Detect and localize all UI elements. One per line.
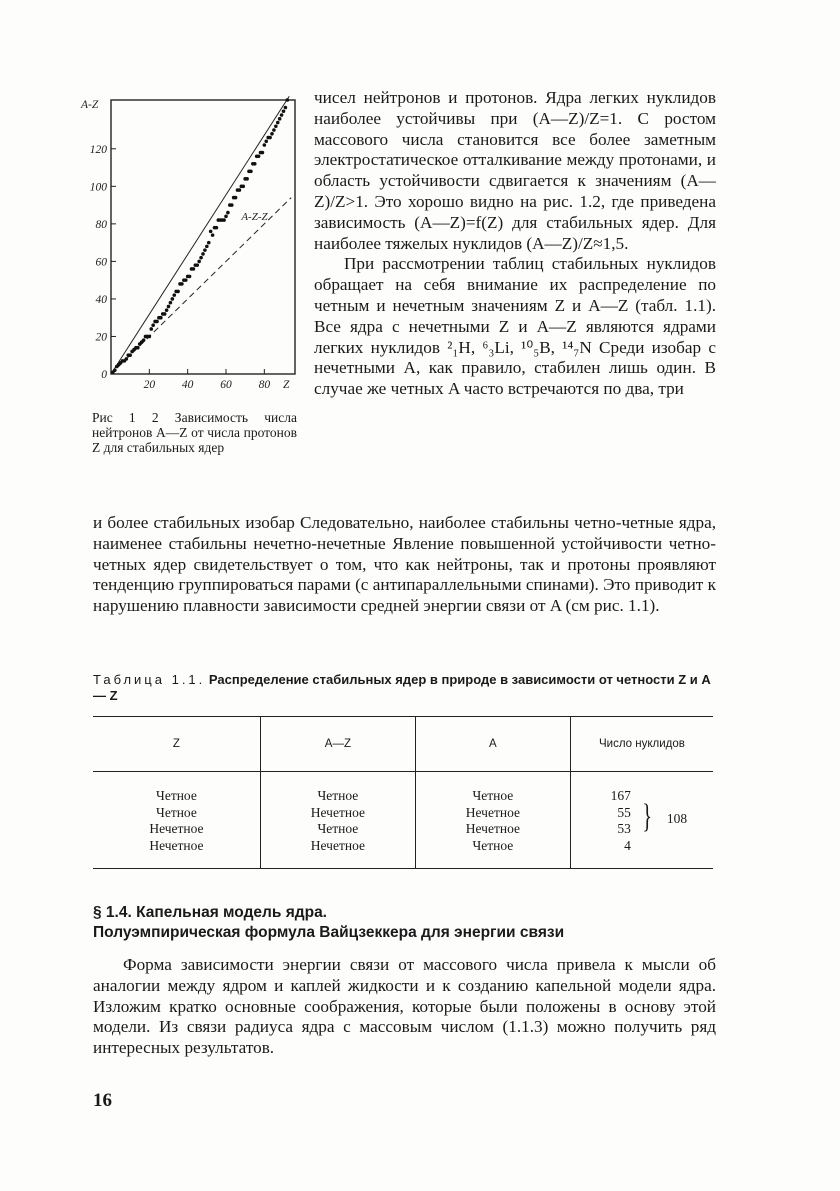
cell-value: 55 — [617, 804, 631, 820]
x-tick-label: 60 — [220, 379, 232, 391]
data-point — [230, 203, 234, 207]
data-point — [276, 121, 280, 125]
y-tick-label: 100 — [89, 181, 107, 194]
data-point — [148, 335, 152, 339]
cell-value: 167 — [610, 788, 631, 803]
data-point — [245, 177, 249, 181]
table-title — [93, 672, 718, 704]
cell-value: Нечетное — [310, 804, 365, 820]
data-point — [253, 162, 257, 166]
header-z: Z — [93, 717, 260, 772]
figure-caption: Рис 1 2 Зависимость числа нейтронов A—Z от числа протонов Z для стабильных ядер — [92, 410, 297, 455]
data-point — [234, 196, 238, 200]
data-point — [284, 106, 288, 110]
data-point — [280, 113, 284, 117]
x-tick-label: 80 — [258, 379, 271, 391]
table-header-row — [93, 717, 713, 772]
data-point — [215, 226, 219, 230]
nuclide-table — [93, 716, 713, 869]
data-point — [222, 218, 226, 222]
reference-line-label: A-Z-Z — [241, 211, 268, 224]
data-point — [176, 290, 180, 294]
header-a: A — [415, 717, 570, 772]
table-caption: Распределение стабильных ядер в природе в зависимости от четности Z и A — Z — [93, 672, 711, 703]
cell-value: Четное — [472, 788, 514, 803]
cell-value: Нечетное — [310, 837, 365, 853]
paragraph: При рассмотрении таблиц стабильных нуклидов обращает на себя внимание их распределение по четным и нечетным значениям Z и A—Z (табл. 1.1). Все ядра с нечетными Z и A—Z являются ядрами легких нуклидов ²₁H, ⁶₃Li, ¹⁰₅B, ¹⁴₇N Среди изобар с нечетными A, как правило, стабилен лишь один. В случае же четных A часто встречаются по два, три — [314, 254, 716, 399]
y-axis-label: A-Z — [81, 99, 99, 111]
data-point — [142, 338, 146, 342]
right-column-text — [314, 88, 716, 400]
data-point — [241, 185, 245, 189]
cell-value: Нечетное — [465, 821, 520, 836]
cell-z — [93, 772, 260, 869]
data-point — [238, 188, 242, 192]
cell-value: Четное — [317, 821, 359, 836]
x-axis-label: Z — [283, 379, 290, 391]
data-point — [171, 297, 175, 301]
data-point — [257, 155, 261, 159]
table-number: Таблица 1.1. — [93, 672, 206, 687]
data-point — [249, 170, 253, 174]
section-title: § 1.4. Капельная модель ядра. — [93, 904, 327, 921]
data-point — [167, 305, 171, 309]
paragraph: и более стабильных изобар Следовательно, наиболее стабильны четно-четные ядра, наименее стабильны нечетно-нечетные Явление повышенной устойчивости четно-четных ядер свидетельствует о том, что как нейтроны, так и протоны проявляют тенденцию группироваться парами (с антипараллельными спинами). Это приводит к нарушению плавности зависимости средней энергии связи от A (см рис. 1.1). — [93, 513, 716, 616]
data-point — [205, 245, 209, 249]
data-point — [192, 267, 196, 271]
data-point — [188, 275, 192, 279]
data-point — [125, 357, 129, 361]
data-point — [155, 320, 159, 324]
section-heading — [93, 903, 723, 943]
data-point — [226, 211, 230, 215]
y-tick-label: 120 — [89, 143, 107, 156]
data-point — [159, 316, 163, 320]
header-count: Число нуклидов — [570, 717, 713, 772]
data-point — [199, 256, 203, 260]
page-number: 16 — [93, 1090, 112, 1111]
data-point — [211, 233, 215, 237]
cell-value: 53 — [617, 821, 631, 836]
data-point — [113, 368, 117, 372]
figure-neutron-proton — [78, 86, 308, 396]
data-point — [165, 308, 169, 312]
y-tick-label: 40 — [95, 293, 107, 306]
y-tick-label: 60 — [95, 256, 107, 269]
header-a-minus-z: A—Z — [260, 717, 415, 772]
cell-value: Четное — [317, 788, 359, 803]
data-point — [149, 327, 153, 331]
data-point — [268, 136, 272, 140]
data-point — [172, 293, 176, 297]
cell-value: Нечетное — [149, 821, 204, 836]
cell-a-minus-z — [260, 772, 415, 869]
paragraph: чисел нейтронов и протонов. Ядра легких нуклидов наиболее устойчивы при (A—Z)/Z=1. С ростом массового числа становится все более заметным электростатическое отталкивание между протонами, и область устойчивости сдвигается к значениям (A—Z)/Z>1. Это хорошо видно на рис. 1.2, где приведена зависимость (A—Z)=f(Z) для стабильных ядер. Для наиболее тяжелых нуклидов (A—Z)/Z≈1,5. — [314, 88, 716, 253]
cell-value: Четное — [156, 788, 197, 803]
data-point — [274, 124, 278, 128]
brace-sum: 108 — [666, 811, 688, 826]
data-point — [197, 260, 201, 264]
data-point — [136, 346, 140, 350]
body-text — [93, 955, 716, 1059]
data-point — [201, 252, 205, 256]
data-point — [151, 323, 155, 327]
paragraph: Форма зависимости энергии связи от массового числа привела к мысли об аналогии между ядром и каплей жидкости и к созданию капельной модели ядра. Изложим кратко основные соображения, которые были положены в основу этой модели. Из связи радиуса ядра с массовым числом (1.1.3) можно получить ряд интересных результатов. — [93, 955, 716, 1058]
data-point — [278, 117, 282, 121]
data-point — [128, 353, 132, 357]
data-point — [203, 248, 207, 252]
cell-a — [415, 772, 570, 869]
trend-line — [111, 96, 289, 374]
x-tick-label: 40 — [181, 379, 194, 391]
data-point — [272, 128, 276, 132]
data-point — [261, 151, 265, 155]
y-tick-label: 20 — [95, 331, 107, 344]
cell-value: Четное — [472, 837, 514, 853]
data-point — [286, 98, 290, 102]
scatter-chart — [78, 86, 308, 396]
data-point — [264, 139, 268, 143]
data-point — [207, 241, 211, 245]
data-point — [180, 282, 184, 286]
x-tick-label: 20 — [143, 379, 156, 391]
cell-value: Четное — [156, 804, 197, 820]
brace-icon: } — [642, 798, 652, 835]
data-point — [263, 143, 267, 147]
data-point — [169, 301, 173, 305]
table-row — [93, 772, 713, 869]
cell-value: Нечетное — [149, 837, 204, 853]
data-point — [282, 109, 286, 113]
data-point — [209, 230, 213, 234]
body-text — [93, 513, 716, 617]
cell-count — [570, 772, 713, 869]
data-point — [163, 312, 167, 316]
cell-value: Нечетное — [465, 804, 520, 820]
y-tick-label: 0 — [101, 369, 107, 381]
y-tick-label: 80 — [95, 218, 107, 231]
data-point — [184, 278, 188, 282]
section-subtitle: Полуэмпирическая формула Вайцзеккера для энергии связи — [93, 924, 565, 941]
data-point — [270, 132, 274, 136]
data-point — [224, 215, 228, 219]
data-point — [195, 263, 199, 267]
cell-value: 4 — [624, 837, 631, 853]
